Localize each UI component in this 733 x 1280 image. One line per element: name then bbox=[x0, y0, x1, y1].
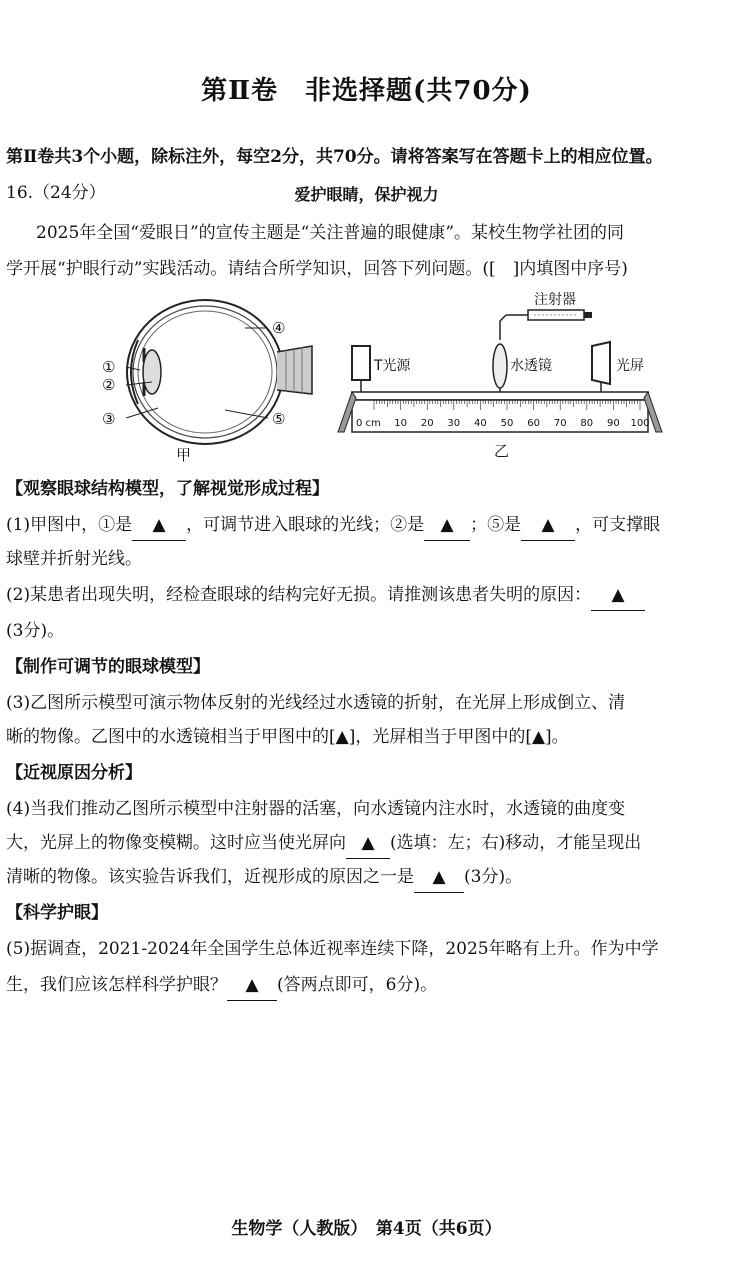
syringe bbox=[500, 310, 592, 340]
intro-line-2: 学开展“护眼行动”实践活动。请结合所学知识，回答下列问题。([ ]内填图中序号) bbox=[6, 259, 628, 279]
question-4-line-1: (4)当我们推动乙图所示模型中注射器的活塞，向水透镜内注水时，水透镜的曲度变 bbox=[6, 799, 626, 819]
section-heading-4: 【科学护眼】 bbox=[6, 903, 108, 923]
ruler-tick-label: 60 bbox=[527, 418, 540, 429]
figure-jia-caption: 甲 bbox=[176, 446, 192, 464]
ruler-tick-label: 30 bbox=[447, 418, 461, 429]
ruler-tick-label: 20 bbox=[420, 418, 434, 429]
ruler-unit: 0 cm bbox=[356, 418, 381, 429]
question-3-line-1: (3)乙图所示模型可演示物体反射的光线经过水透镜的折射，在光屏上形成倒立、清 bbox=[6, 693, 626, 713]
section-heading-2: 【制作可调节的眼球模型】 bbox=[6, 657, 210, 677]
ruler-tick-label: 90 bbox=[607, 418, 620, 429]
question-1-line-1: (1)甲图中，①是 ▲ ，可调节进入眼球的光线；②是 ▲ ；⑤是 ▲ ，可支撑眼 bbox=[6, 510, 660, 541]
label-4: ④ bbox=[272, 319, 286, 337]
section-heading-1: 【观察眼球结构模型，了解视觉形成过程】 bbox=[6, 479, 329, 499]
label-3: ③ bbox=[102, 410, 116, 428]
water-lens-label: 水透镜 bbox=[510, 358, 552, 374]
section-heading-3: 【近视原因分析】 bbox=[6, 763, 142, 783]
question-heading: 爱护眼睛，保护视力 bbox=[294, 185, 439, 204]
question-3-line-2: 晰的物像。乙图中的水透镜相当于甲图中的[▲]，光屏相当于甲图中的[▲]。 bbox=[6, 727, 569, 747]
intro-line-1: 2025年全国“爱眼日”的宣传主题是“关注普遍的眼健康”。某校生物学社团的同 bbox=[36, 223, 625, 243]
eye-diagram bbox=[80, 290, 320, 470]
question-2-line-1: (2)某患者出现失明，经检查眼球的结构完好无损。请推测该患者失明的原因： ▲ bbox=[6, 580, 645, 611]
answer-blank-6[interactable]: ▲ bbox=[414, 862, 464, 893]
answer-blank-7[interactable]: ▲ bbox=[227, 970, 277, 1001]
question-5-line-1: (5)据调查，2021-2024年全国学生总体近视率连续下降，2025年略有上升。作为中学 bbox=[6, 939, 659, 959]
page-title: 第Ⅱ卷 非选择题(共70分) bbox=[201, 76, 532, 106]
light-source-label: T光源 bbox=[374, 358, 411, 374]
page-footer: 生物学（人教版） 第4页（共6页） bbox=[231, 1219, 502, 1239]
label-2: ② bbox=[102, 376, 116, 394]
label-1: ① bbox=[102, 358, 116, 376]
answer-blank-5[interactable]: ▲ bbox=[346, 828, 390, 859]
ruler-tick-label: 50 bbox=[500, 418, 514, 429]
syringe-label: 注射器 bbox=[534, 292, 576, 308]
ruler-tick-label: 10 bbox=[394, 418, 407, 429]
instruction-text: 第Ⅱ卷共3个小题，除标注外，每空2分，共70分。请将答案写在答题卡上的相应位置。 bbox=[6, 147, 663, 167]
question-5-line-2: 生，我们应该怎样科学护眼？ ▲ (答两点即可，6分)。 bbox=[6, 970, 437, 1001]
figure-yi-caption: 乙 bbox=[494, 442, 510, 460]
question-1-line-2: 球壁并折射光线。 bbox=[6, 549, 142, 569]
answer-blank-3[interactable]: ▲ bbox=[521, 510, 575, 541]
answer-blank-2[interactable]: ▲ bbox=[424, 510, 470, 541]
screen bbox=[592, 342, 610, 392]
question-4-line-2: 大，光屏上的物像变模糊。这时应当使光屏向 ▲ (选填：左；右)移动，才能呈现出 bbox=[6, 828, 641, 859]
question-4-line-3: 清晰的物像。该实验告诉我们，近视形成的原因之一是 ▲ (3分)。 bbox=[6, 862, 522, 893]
ruler-tick-label: 80 bbox=[580, 418, 594, 429]
ruler-tick-label: 40 bbox=[474, 418, 487, 429]
question-number: 16.（24分） bbox=[6, 183, 106, 203]
answer-blank-4[interactable]: ▲ bbox=[591, 580, 645, 611]
answer-blank-1[interactable]: ▲ bbox=[132, 510, 186, 541]
lens bbox=[143, 350, 161, 394]
optics-bench-diagram bbox=[330, 288, 670, 464]
ruler-tick-label: 70 bbox=[553, 418, 567, 429]
light-source bbox=[352, 346, 370, 392]
screen-label: 光屏 bbox=[616, 358, 644, 374]
label-5: ⑤ bbox=[272, 410, 286, 428]
water-lens bbox=[493, 344, 507, 392]
ruler-tick-label: 100 bbox=[630, 418, 650, 429]
question-2-line-2: (3分)。 bbox=[6, 621, 65, 641]
